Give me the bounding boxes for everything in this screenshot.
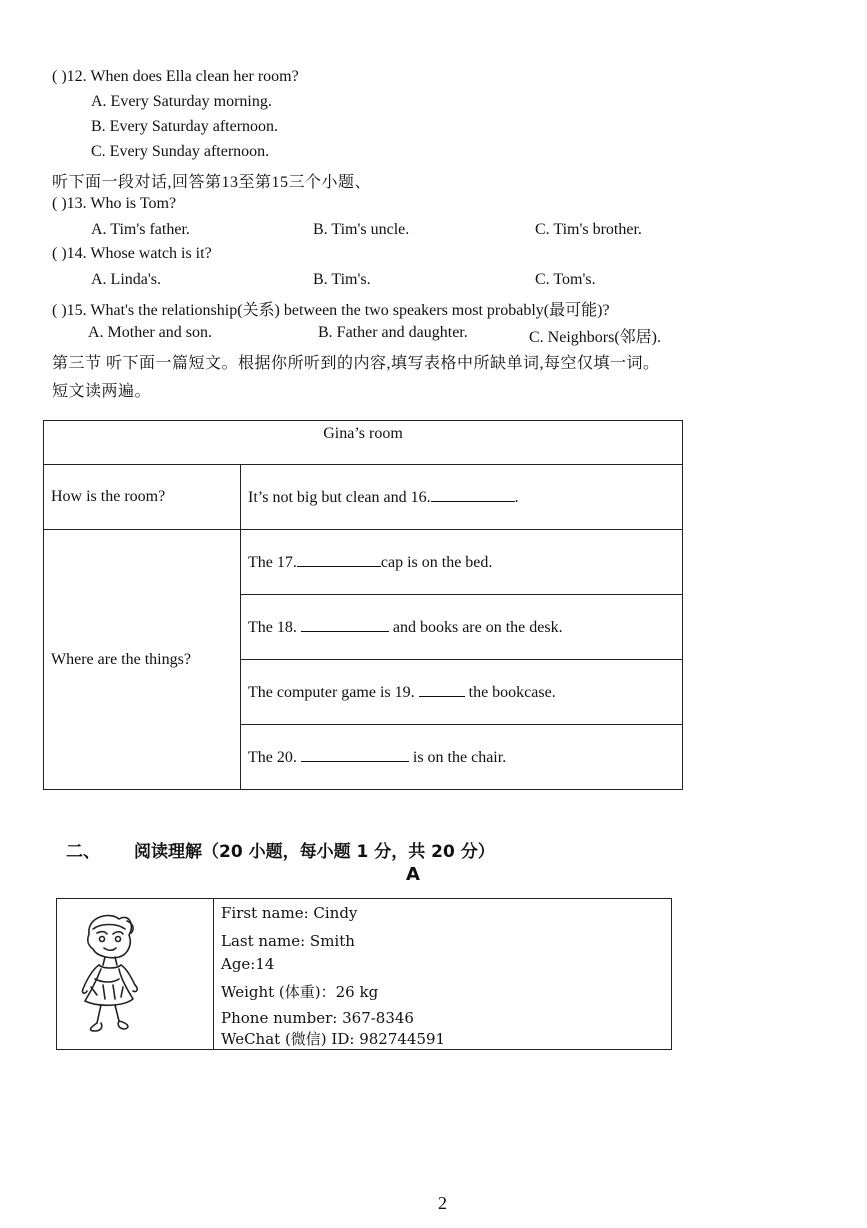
q14-option-a: A. Linda's. <box>91 271 161 288</box>
q15-option-a: A. Mother and son. <box>88 324 212 341</box>
part2-title: 阅读理解（20 小题，每小题 1 分，共 20 分） <box>134 842 495 862</box>
item20-pre: The 20. <box>248 749 297 766</box>
first-name: First name: Cindy <box>221 904 358 922</box>
passage-label: A <box>406 864 420 885</box>
weight: Weight (体重)：26 kg <box>221 983 379 1001</box>
q15-stem: ( )15. What's the relationship(关系) between the two speakers most probably(最可能)? <box>52 302 610 319</box>
girl-drawing-icon <box>57 899 213 1049</box>
item20-post: is on the chair. <box>412 749 507 766</box>
item18-post: and books are on the desk. <box>392 619 563 636</box>
q15-option-c: C. Neighbors(邻居). <box>529 329 661 346</box>
item17-pre: The 17. <box>248 554 297 571</box>
instruction-13-15: 听下面一段对话,回答第13至第15三个小题、 <box>52 174 372 191</box>
cell-item-19 <box>241 660 683 725</box>
cell-item-17 <box>241 530 683 595</box>
cell-item-18 <box>241 595 683 660</box>
q14-option-c: C. Tom's. <box>535 271 596 288</box>
table-title: Gina’s room <box>44 421 683 465</box>
blank-20 <box>301 747 409 762</box>
cell-item-20 <box>241 725 683 790</box>
blank-17 <box>297 552 381 567</box>
q12-option-b: B. Every Saturday afternoon. <box>91 118 279 135</box>
blank-18 <box>301 617 389 632</box>
item16-text: It’s not big but clean and 16. <box>248 489 431 506</box>
item17-post: cap is on the bed. <box>380 554 493 571</box>
item19-post: the bookcase. <box>468 684 556 701</box>
age: Age:14 <box>221 955 275 973</box>
phone-number: Phone number: 367-8346 <box>221 1009 414 1027</box>
q12-stem: ( )12. When does Ella clean her room? <box>52 68 299 85</box>
row-label-how: How is the room? <box>44 465 241 530</box>
part2-number: 二、 <box>66 842 100 862</box>
q13-stem: ( )13. Who is Tom? <box>52 195 177 212</box>
item16-period: . <box>514 489 519 506</box>
section3-instruction-2: 短文读两遍。 <box>52 383 152 400</box>
q15-option-b: B. Father and daughter. <box>318 324 468 341</box>
q13-option-c: C. Tim's brother. <box>535 221 642 238</box>
item18-pre: The 18. <box>248 619 297 636</box>
gina-room-table <box>43 420 683 790</box>
cell-room-description <box>241 465 683 530</box>
q12-option-a: A. Every Saturday morning. <box>91 93 272 110</box>
q14-option-b: B. Tim's. <box>313 271 371 288</box>
profile-card <box>56 898 672 1050</box>
girl-illustration <box>57 899 214 1049</box>
wechat-id: WeChat (微信) ID: 982744591 <box>221 1030 446 1048</box>
q14-stem: ( )14. Whose watch is it? <box>52 245 212 262</box>
q12-option-c: C. Every Sunday afternoon. <box>91 143 270 160</box>
blank-19 <box>419 682 465 697</box>
row-label-where: Where are the things? <box>44 530 241 790</box>
page-number: 2 <box>438 1193 447 1213</box>
section3-instruction: 第三节 听下面一篇短文。根据你所听到的内容,填写表格中所缺单词,每空仅填一词。 <box>52 355 660 372</box>
last-name: Last name: Smith <box>221 932 355 950</box>
blank-16 <box>431 487 515 502</box>
q13-option-b: B. Tim's uncle. <box>313 221 410 238</box>
q13-option-a: A. Tim's father. <box>91 221 190 238</box>
item19-pre: The computer game is 19. <box>248 684 415 701</box>
